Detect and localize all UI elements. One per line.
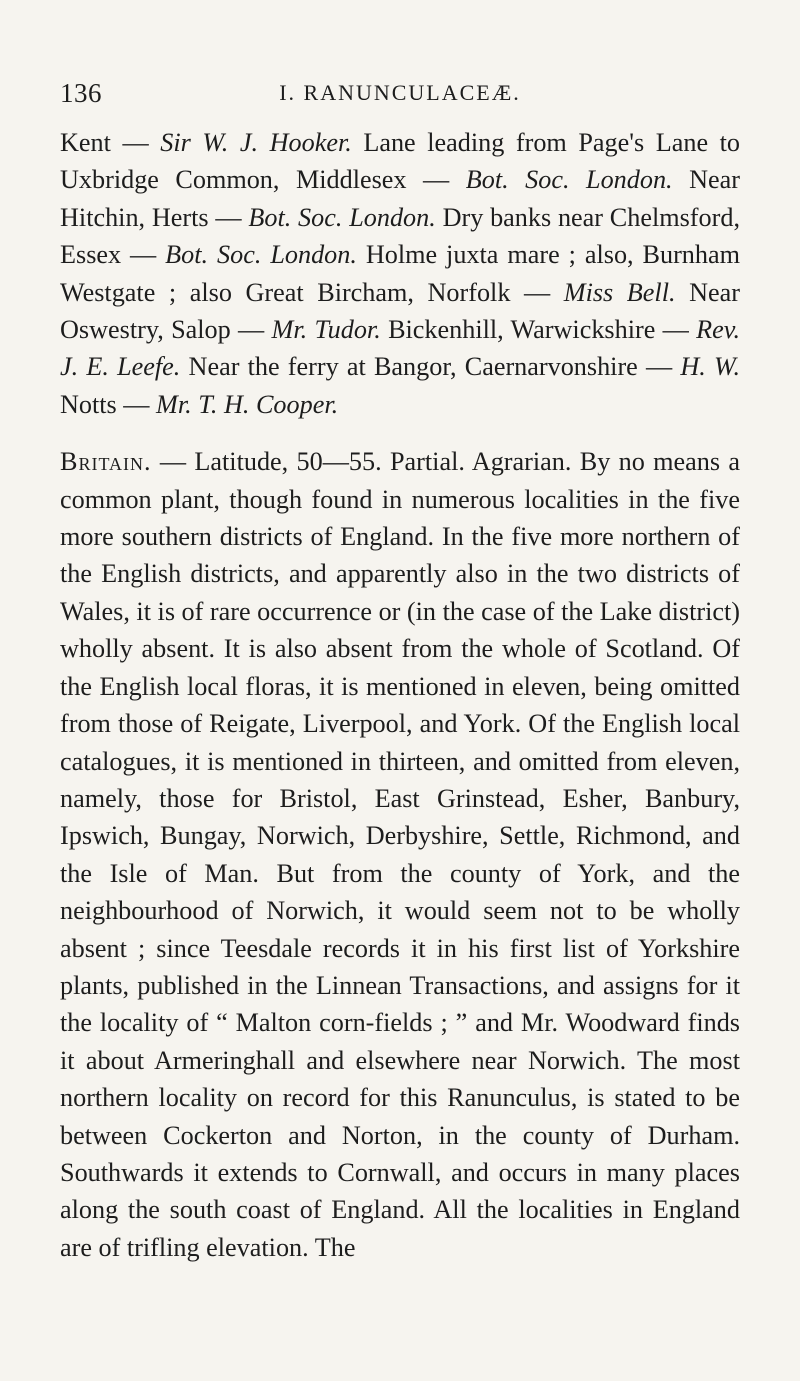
collector-name: Sir W. J. Hooker. [160, 128, 352, 157]
running-head: I. RANUNCULACEÆ. [279, 80, 521, 105]
locality-segment: Kent — [60, 128, 161, 157]
locality-segment: Dry banks near Chelmsford, Essex — [60, 202, 740, 270]
localities-paragraph [60, 124, 740, 423]
locality-segment: Near Oswestry, Salop — [60, 277, 740, 345]
collector-name: Miss Bell. [563, 277, 676, 307]
britain-text: — Latitude, 50—55. Partial. Agrarian. By no means a common plant, though found in numerous localities in the five more southern districts of England. In the five more northern of the English districts, and apparently also in the two districts of Wales, it is of rare occurrence or (in the case of the Lake district) wholly absent. It is also absent from the whole of Scotland. Of the English local floras, it is mentioned in eleven, being omitted from those of Reigate, Liverpool, and York. Of the English local catalogues, it is mentioned in thirteen, and omitted from eleven, namely, those for Bristol, East Grinstead, Esher, Banbury, Ipswich, Bungay, Norwich, Derbyshire, Settle, Richmond, and the Isle of Man. But from the county of York, and the neighbourhood of Norwich, it would seem not to be wholly absent ; since Teesdale records it in his first list of Yorkshire plants, published in the Linnean Transactions, and assigns for it the locality of “ Malton corn-fields ; ” and Mr. Woodward finds it about Armeringhall and elsewhere near Norwich. The most northern locality on record for this Ranunculus, is stated to be between Cockerton and Norton, in the county of Durham. Southwards it extends to Cornwall, and occurs in many places along the south coast of England. All the localities in England are of trifling elevation. The [60, 447, 740, 1262]
collector-name: H. W. [680, 352, 740, 382]
collector-name: Mr. Tudor. [271, 315, 381, 345]
page-header [60, 78, 740, 112]
locality-segment: Bickenhill, Warwickshire — [380, 315, 697, 345]
collector-name: Bot. Soc. London. [248, 202, 436, 232]
collector-name: Bot. Soc. London. [165, 240, 357, 270]
page-number: 136 [60, 78, 102, 108]
body-text [60, 124, 740, 1266]
collector-name: Mr. T. H. Cooper. [156, 389, 339, 419]
locality-segment: Notts — [60, 389, 157, 419]
collector-name: Bot. Soc. London. [465, 165, 673, 195]
locality-segment: Near Hitchin, Herts — [60, 165, 740, 232]
britain-heading: Britain. [60, 447, 152, 477]
britain-paragraph [60, 443, 740, 1266]
locality-segment: Holme juxta mare ; also, Burnham Westgate ; also Great Bircham, Norfolk — [60, 240, 740, 307]
locality-segment: Lane leading from Page's Lane to Uxbridge Common, Middlesex — [60, 128, 740, 195]
collector-name: Rev. J. E. Leefe. [60, 315, 740, 382]
locality-segment: Near the ferry at Bangor, Caernarvonshire — [180, 352, 681, 382]
